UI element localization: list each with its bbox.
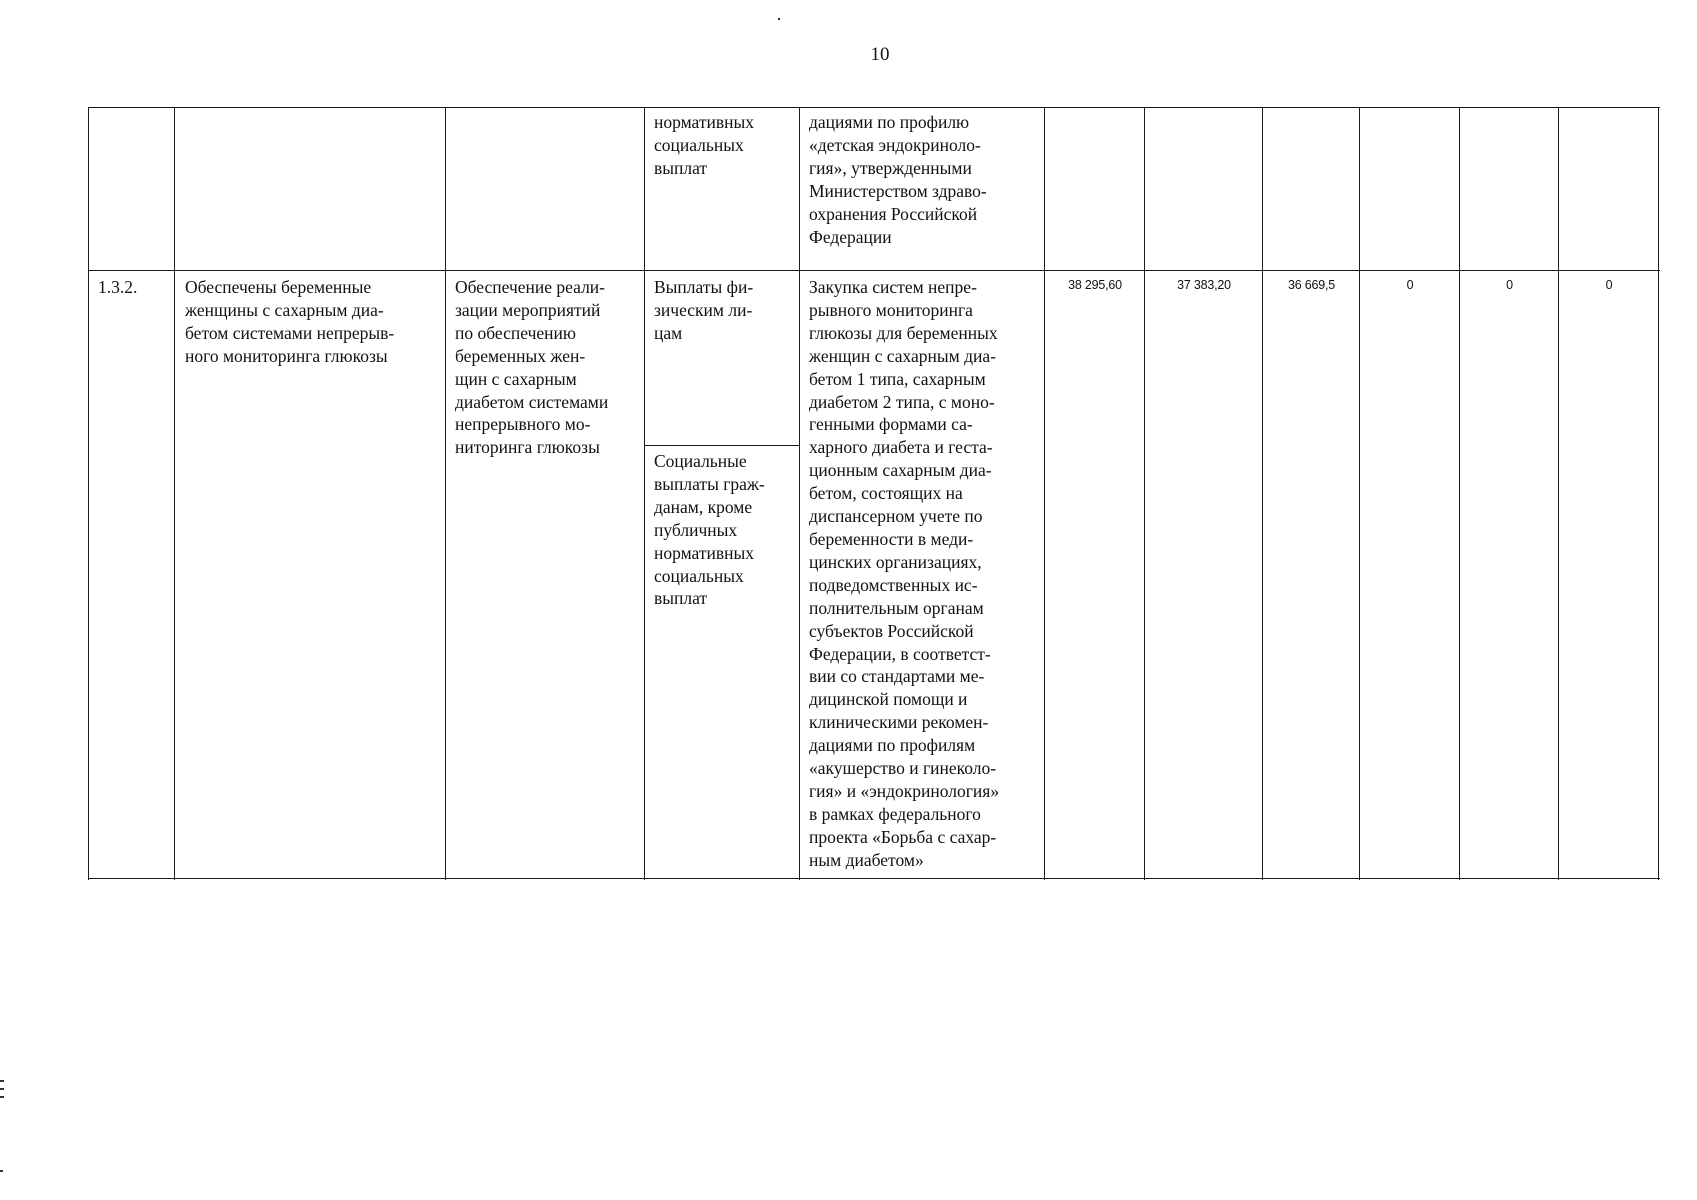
activity-text: Обеспечение реали- зации мероприятий по обеспечению беременных жен- щин с сахарным диабетом системами непрерывного мо- ниторинга глюкозы: [455, 277, 609, 458]
column-border: [88, 107, 89, 880]
scan-mark: [0, 1096, 4, 1098]
result-text: Обеспечены беременные женщины с сахарным диа- бетом системами непрерыв- ного мониторинга глюкозы: [185, 277, 395, 366]
column-border: [1044, 107, 1045, 880]
page-number: 10: [870, 44, 890, 65]
column-border: [1658, 107, 1659, 880]
budget-table: [88, 107, 1660, 880]
payment-type-social: Социальные выплаты граж- данам, кроме публичных нормативных социальных выплат: [654, 451, 765, 609]
table-bottom-border: [88, 878, 1660, 879]
row-number: 1.3.2.: [98, 277, 138, 297]
scan-mark: [778, 18, 780, 20]
scan-mark: [0, 1088, 4, 1090]
scan-mark: [0, 1080, 4, 1082]
column-border: [1558, 107, 1559, 880]
payment-type-divider: [644, 445, 799, 446]
amount-cell: 0: [1406, 278, 1414, 292]
table-top-border: [88, 107, 1660, 108]
column-border: [445, 107, 446, 880]
column-border: [174, 107, 175, 880]
amount-cell: 0: [1506, 278, 1513, 292]
column-border: [1262, 107, 1263, 880]
column-border: [644, 107, 645, 880]
continued-payment-type: нормативных социальных выплат: [654, 112, 755, 178]
payment-type-physical: Выплаты фи- зическим ли- цам: [654, 277, 754, 343]
column-border: [1459, 107, 1460, 880]
continued-description: дациями по профилю «детская эндокриноло- гия», утвержденными Министерством здраво- охранения Российской Федерации: [809, 112, 987, 247]
amount-cell: 38 295,60: [1068, 278, 1122, 292]
column-border: [1359, 107, 1360, 880]
amount-cell: 0: [1605, 278, 1613, 292]
scan-mark: [0, 1170, 3, 1172]
row-divider: [88, 270, 1660, 271]
amount-cell: 36 669,5: [1287, 278, 1336, 292]
column-border: [1144, 107, 1145, 880]
amount-cell: 37 383,20: [1177, 278, 1231, 292]
column-border: [799, 107, 800, 880]
description-text: Закупка систем непре- рывного мониторинга глюкозы для беременных женщин с сахарным диа- бетом 1 типа, сахарным диабетом 2 типа, с моно- генными формами са- харного диабета и геста- ционным сахарным диа- бетом, состоящих на диспансерном учете по беременности в меди- цинских организациях, подведомственных ис- полнительным органам субъектов Российской Федерации, в соответст- вии со стандартами ме- дицинской помощи и клиническими рекомен- дациями по профилям «акушерство и гинеколо- гия» и «эндокринология» в рамках федерального проекта «Борьба с сахар- ным диабетом»: [809, 277, 1000, 870]
